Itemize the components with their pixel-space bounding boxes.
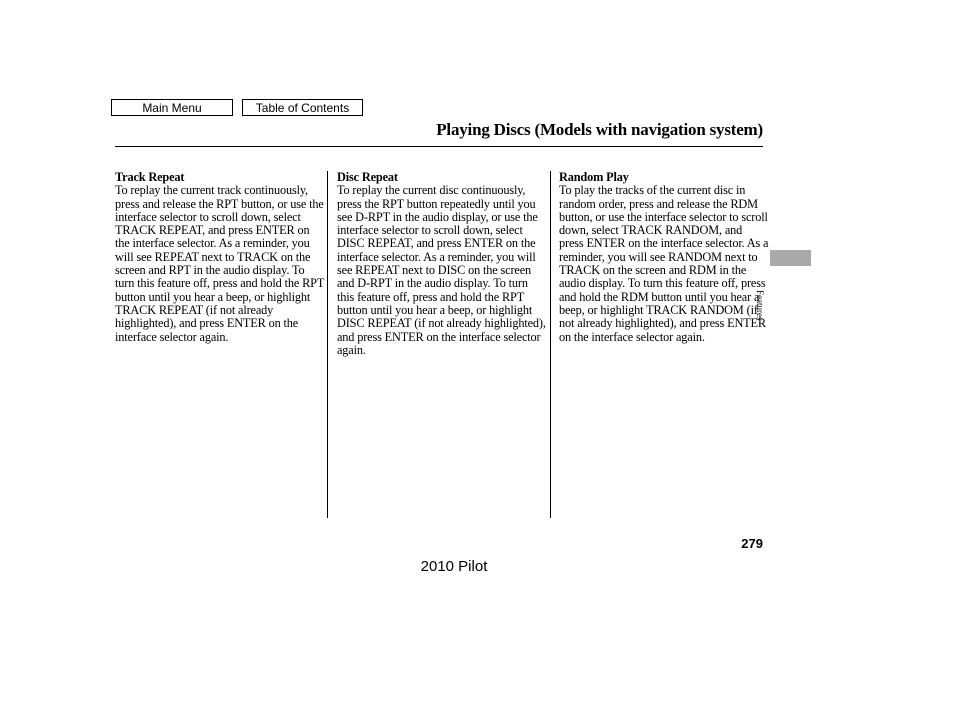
section-heading-track-repeat: Track Repeat [115,170,185,184]
section-tab-marker [770,250,811,266]
page-title: Playing Discs (Models with navigation system) [436,120,763,139]
table-of-contents-button[interactable]: Table of Contents [242,99,363,116]
column-track-repeat [115,171,325,344]
page-number: 279 [741,536,763,551]
section-heading-disc-repeat: Disc Repeat [337,170,398,184]
column-divider [327,171,328,518]
title-divider [115,146,763,147]
section-body-random-play: To play the tracks of the current disc in random order, press and release the RDM button, or use the interface selector to scroll down, select TRACK RANDOM, and press ENTER on the interface selector. As a reminder, you will see RANDOM next to TRACK on the screen and RDM in the audio display. To turn this feature off, press and hold the RDM button until you hear a beep, or highlight TRACK RANDOM (if not already highlighted), and press ENTER on the interface selector again. [559,183,769,344]
section-body-track-repeat: To replay the current track continuously, press and release the RPT button, or use the interface selector to scroll down, select TRACK REPEAT, and press ENTER on the interface selector. As a reminder, you will see REPEAT next to TRACK on the screen and RPT in the audio display. To turn this feature off, press and hold the RPT button until you hear a beep, or highlight TRACK REPEAT (if not already highlighted), and press ENTER on the interface selector again. [115,183,324,344]
section-heading-random-play: Random Play [559,170,629,184]
footer-model-label: 2010 Pilot [420,558,488,575]
column-random-play [559,171,769,344]
main-menu-button[interactable]: Main Menu [111,99,233,116]
column-divider [550,171,551,518]
section-body-disc-repeat: To replay the current disc continuously, press the RPT button repeatedly until you see D-RPT in the audio display, or use the interface selector to scroll down, select DISC REPEAT, and press ENTER on the interface selector. As a reminder, you will see REPEAT next to DISC on the screen and D-RPT in the audio display. To turn this feature off, press and hold the RPT button until you hear a beep, or highlight DISC REPEAT (if not already highlighted), and press ENTER on the interface selector again. [337,183,546,357]
column-disc-repeat [337,171,547,357]
